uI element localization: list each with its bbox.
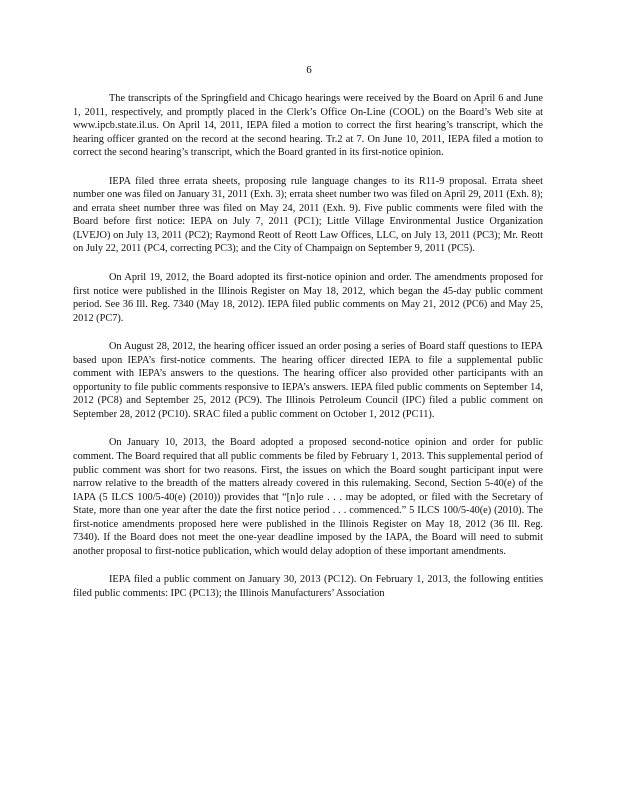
paragraph-first-notice: On April 19, 2012, the Board adopted its first-notice opinion and order. The amendments proposed for first notice were published in the Illinois Register on May 18, 2012, which began the 45-day public comment period. See 36 Ill. Reg. 7340 (May 18, 2012). IEPA filed public comments on May 21, 2012 (PC6) and May 25, 2012 (PC7). <box>73 272 543 324</box>
paragraph-proposed-second-notice: On January 10, 2013, the Board adopted a proposed second-notice opinion and order for public comment. The Board required that all public comments be filed by February 1, 2013. This supplemental period of public comment was short for two reasons. First, the issues on which the Board sought participant input were narrow relative to the breadth of the matters already covered in this rulemaking. Second, Section 5-40(e) of the IAPA (5 ILCS 100/5-40(e) (2010)) provides that “[n]o rule . . . may be adopted, or filed with the Secretary of State, more than one year after the date the first notice period . . . commenced.” 5 ILCS 100/5-40(e) (2010). The first-notice amendments proposed here were published in the Illinois Register on May 18, 2012 (36 Ill. Reg. 7340). If the Board does not meet the one-year deadline imposed by the IAPA, the Board will need to submit another proposal to first-notice publication, which would delay adoption of these important amendments. <box>73 437 543 557</box>
paragraph-errata-sheets: IEPA filed three errata sheets, proposing rule language changes to its R11-9 proposal. Errata sheet number one was filed on January 31, 2011 (Exh. 3); errata sheet number two was filed on April 29, 2011 (Exh. 8); and errata sheet number three was filed on May 24, 2011 (Exh. 9). Five public comments were filed with the Board before first notice: IEPA on July 7, 2011 (PC1); Little Village Environmental Justice Organization (LVEJO) on July 13, 2011 (PC2); Raymond Reott of Reott Law Offices, LLC, on July 13, 2011 (PC3); Mr. Reott on July 22, 2011 (PC4, correcting PC3); and the City of Champaign on September 9, 2011 (PC5). <box>73 175 543 255</box>
page-number: 6 <box>306 64 312 76</box>
document-body <box>73 92 543 601</box>
paragraph-public-comments: IEPA filed a public comment on January 30, 2013 (PC12). On February 1, 2013, the following entities filed public comments: IPC (PC13); the Illinois Manufacturers’ Association <box>73 574 543 599</box>
paragraph-hearing-officer-order: On August 28, 2012, the hearing officer issued an order posing a series of Board staff questions to IEPA based upon IEPA’s first-notice comments. The hearing officer directed IEPA to file a supplemental public comment with IEPA’s answers to the questions. The hearing officer also provided other participants with an opportunity to file public comments responsive to IEPA’s answers. IEPA filed public comments on September 14, 2012 (PC8) and September 25, 2012 (PC9). The Illinois Petroleum Council (IPC) filed a public comment on September 28, 2012 (PC10). SRAC filed a public comment on October 1, 2012 (PC11). <box>73 341 543 420</box>
paragraph-transcripts: The transcripts of the Springfield and Chicago hearings were received by the Board on April 6 and June 1, 2011, respectively, and promptly placed in the Clerk’s Office On-Line (COOL) on the Board’s Web site at www.ipcb.state.il.us. On April 14, 2011, IEPA filed a motion to correct the first hearing’s transcript, which the hearing officer granted on the record at the second hearing. Tr.2 at 7. On June 10, 2011, IEPA filed a motion to correct the second hearing’s transcript, which the Board granted in its first-notice opinion. <box>73 93 543 159</box>
